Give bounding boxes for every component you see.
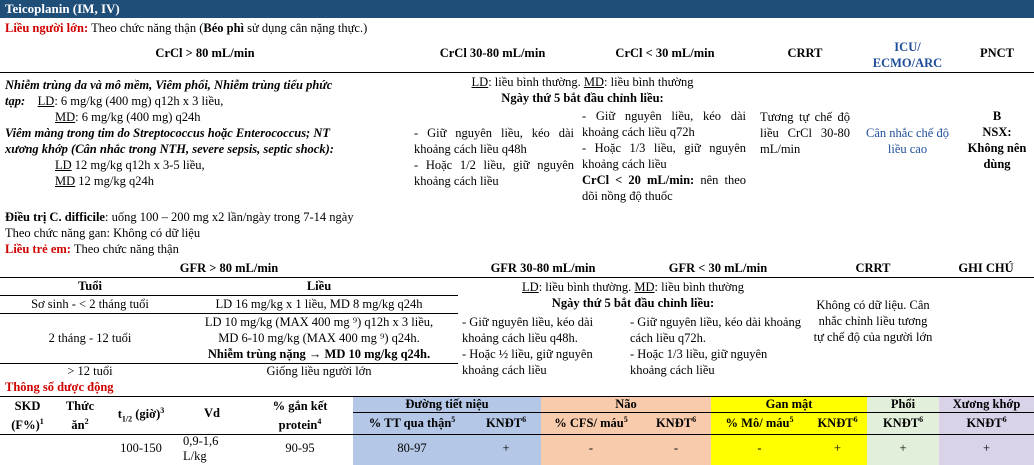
pk-v-kndt-u: + [502,441,510,455]
pk-s-cfs: % CFS/ máu$^5$ [554,415,628,431]
adult-note-post: sử dụng cân nặng thực.) [244,21,368,35]
pk-v-kndt-x: + [982,441,991,455]
child-col-lt30-line1: - Giữ nguyên liều, kéo dài khoảng cách liều q72h. [630,315,801,345]
adult-note-bold: Béo phì [203,21,244,35]
child-header-age: Tuổi [78,279,102,293]
child-dose-row2-line1: LD 10 mg/kg (MAX 400 mg ⁹) q12h x 3 liều, [204,315,434,329]
pk-h-skd-line2: $(F\%)^1$ [11,417,44,433]
pnct-text: Không nên dùng [967,141,1027,171]
adult-col-lt30-line2: - Hoặc 1/3 liều, giữ nguyên khoảng cách liều [582,141,746,171]
adult-heading: Liều người lớn: [5,21,89,35]
pk-h-skd [0,398,55,433]
pk-h-skd-line1: SKD [14,399,41,413]
pk-h-t12: $t_{1/2}$ (giờ)$^3$ [117,406,165,424]
pk-h-t12-sub: 1/2 [121,414,133,424]
cdiff-line [5,209,605,225]
header-crrt: CRRT [787,46,823,60]
header-crcl-lt30: CrCl < 30 mL/min [615,46,715,60]
adult-day5: Ngày thứ 5 bắt đầu chỉnh liều: [501,91,664,105]
pk-h-thuc [55,398,105,433]
pk-s-tt-text: % TT qua thận [368,416,452,431]
pk-g-lung: Phổi [890,397,916,411]
pk-h-skd2: (F%) [11,418,40,433]
child-header-dose: Liều [306,279,332,293]
pk-g-bile: Gan mật [765,397,813,411]
header-crcl-gt80: CrCl > 80 mL/min [155,46,255,60]
pk-v-vd [183,434,247,464]
md1-label: MD [55,110,76,124]
pk-v-kndt-l: + [899,441,907,455]
pk-v-mo: - [757,441,762,455]
child-md-end: : liều bình thường [654,280,744,294]
ld2-line [5,157,405,173]
ld2-text: 12 mg/kg q12h x 3-5 liều, [71,158,205,172]
child-header-crrt: CRRT [855,261,891,275]
ld1-label: LD [37,94,55,108]
adult-col-30-80-line1: - Giữ nguyên liều, kéo dài khoảng cách liều q48h [414,126,574,156]
pk-v-kndt-b: - [673,441,679,455]
pk-g-bone: Xương khớp [952,397,1021,411]
md2-label: MD [55,174,76,188]
pk-h-protein-line2: protein$^4$ [278,417,322,433]
md1-line [5,109,405,125]
child-age-row1: Sơ sinh - < 2 tháng tuổi [31,297,149,311]
pk-h-protein-line1: % gắn kết [272,399,328,413]
ld2-label: LD [55,158,72,172]
adult-crcl20-text: nên theo dõi nồng độ thuốc [582,173,747,203]
pk-heading: Thông số dược động [5,380,114,394]
infection2-line2: xương khớp (Cân nhắc trong NTH, severe sepsis, septic shock): [5,142,334,156]
child-ld-label: LD [522,280,539,294]
pk-h-protein2: protein [278,418,318,433]
pk-g-brain: Não [615,397,637,411]
adult-col-30-80 [414,125,574,189]
drug-title: Teicoplanin (IM, IV) [0,0,1034,18]
pk-s-kndt-l: KNĐT$^6$ [882,415,924,431]
pk-v-t12: 100-150 [120,441,162,455]
child-col-lt30 [630,314,805,378]
pk-s-kndt-g-text: KNĐT [817,416,854,431]
header-crcl-30-80: CrCl 30-80 mL/min [439,46,546,60]
infection1-line2: tạp: [5,94,26,108]
md2-line [5,173,405,189]
divider [0,277,1034,278]
child-heading: Liều trẻ em: [5,242,71,256]
child-dose-row2-line3: Nhiễm trùng nặng → MD 10 mg/kg q24h. [207,347,431,361]
divider [0,72,1034,73]
divider [0,434,1034,435]
adult-pnct [962,108,1032,172]
pk-h-t12-t: t [117,407,122,422]
infection1-line1: Nhiễm trùng da và mô mềm, Viêm phổi, Nhiễm trùng tiểu phức [5,78,333,92]
pk-s-kndt-b-text: KNĐT [655,416,693,431]
pk-v-kndt-g: + [833,441,842,455]
child-col-30-80-line1: - Giữ nguyên liều, kéo dài khoảng cách liều q48h. [462,315,594,345]
child-note: Theo chức năng thận [70,242,179,256]
pk-h-thuc-line1: Thức [65,399,95,413]
pk-v-vd-line2: L/kg [183,449,207,463]
child-md-label: MD [634,280,655,294]
divider [353,412,1034,413]
pk-g-urinary: Đường tiết niệu [405,397,489,411]
pk-s-cfs-text: % CFS/ máu [554,416,624,431]
header-icu [855,39,960,71]
child-crrt-text: Không có dữ liệu. Cân nhắc chỉnh liều tương tự chế độ của người lớn [813,298,933,344]
pk-h-protein [247,398,353,433]
child-header-note: GHI CHÚ [958,261,1014,275]
child-dose-row3: Giống liều người lớn [266,364,372,378]
child-dose-row1: LD 16 mg/kg x 1 liều, MD 8 mg/kg q24h [215,297,423,311]
pk-h-thuc2: ăn [71,418,85,433]
child-header-gfr-lt30: GFR < 30 mL/min [668,261,768,275]
pk-s-kndt-x: KNĐT$^6$ [966,415,1007,431]
adult-col-lt30-line3 [582,172,746,204]
divider [0,295,458,296]
pk-s-kndt-b: KNĐT$^6$ [655,415,697,431]
adult-ld-label: LD [471,75,489,89]
child-dose-row2-line2: MD 6-10 mg/kg (MAX 400 mg ⁹) q24h. [218,331,420,345]
child-day5: Ngày thứ 5 bắt đầu chỉnh liều: [551,296,715,310]
adult-col-30-80-line2: - Hoặc 1/2 liều, giữ nguyên khoảng cách liều [414,158,574,188]
pk-s-kndt-g: KNĐT$^6$ [817,415,858,431]
header-icu-line2: ECMO/ARC [872,56,943,70]
infection2-line1: Viêm màng trong tim do Streptococcus hoặc Enterococcus; NT [5,126,331,140]
adult-regimens [5,77,405,189]
adult-icu-text: Cân nhắc chế độ liều cao [866,126,949,156]
child-dose-row2 [180,314,458,362]
liver-line: Theo chức năng gan: Không có dữ liệu [5,226,201,240]
pk-s-mo-text: % Mô/ máu [725,416,790,431]
pnct-b: B [992,109,1002,123]
pk-h-thuc-line2: $ăn^2$ [71,417,89,433]
pnct-nsx: NSX: [982,125,1012,139]
pk-v-vd-line1: 0,9-1,6 [183,434,219,448]
pk-v-tt: 80-97 [397,441,427,455]
md1-text: : 6 mg/kg (400 mg) q24h [75,110,201,124]
child-ld-mid: : liều bình thường. [538,280,635,294]
pk-v-cfs: - [588,441,594,455]
adult-crrt-text: Tương tự chế độ liều CrCl 30-80 mL/min [760,110,850,156]
child-col-30-80 [462,314,624,378]
child-age-row2: 2 tháng - 12 tuổi [48,331,132,345]
pk-s-kndt-l-text: KNĐT [882,416,920,431]
child-header-gfr-30-80: GFR 30-80 mL/min [490,261,596,275]
md2-text: 12 mg/kg q24h [75,174,154,188]
adult-col-lt30 [582,108,746,204]
pk-s-kndt-u: KNĐT$^6$ [485,415,527,431]
pk-v-protein: 90-95 [285,441,315,455]
child-col-lt30-line2: - Hoặc 1/3 liều, giữ nguyên khoảng cách liều [630,347,768,377]
adult-md-label: MD [583,75,605,89]
adult-col-lt30-line1: - Giữ nguyên liều, kéo dài khoảng cách liều q72h [582,109,746,139]
adult-crcl20-bold: CrCl < 20 mL/min: [582,173,695,187]
child-ld-md [458,279,808,295]
cdiff-bold: Điều trị C. difficile [5,210,105,224]
pk-s-mo: % Mô/ máu$^5$ [725,415,794,431]
header-icu-line1: ICU/ [894,40,921,54]
adult-heading-line [5,21,367,36]
pk-h-t12-unit: (giờ) [132,407,161,422]
ld1-text: : 6 mg/kg (400 mg) q12h x 3 liều, [54,94,224,108]
child-heading-line [5,242,179,257]
adult-ld-mid: : liều bình thường. [488,75,584,89]
cdiff-text: : uống 100 – 200 mg x2 lần/ngày trong 7-14 ngày [104,210,354,224]
child-age-row3: > 12 tuổi [67,364,113,378]
child-header-gfr-gt80: GFR > 80 mL/min [179,261,279,275]
child-col-30-80-line2: - Hoặc ½ liều, giữ nguyên khoảng cách liều [462,347,593,377]
pk-s-tt: % TT qua thận$^5$ [368,415,456,431]
pk-h-vd: Vd [204,406,220,420]
adult-note-pre: Theo chức năng thận ( [88,21,204,35]
adult-ld-md [410,74,755,90]
header-pnct: PNCT [979,46,1015,60]
adult-md-end: : liều bình thường [604,75,694,89]
pk-s-kndt-x-text: KNĐT [966,416,1003,431]
pk-s-kndt-u-text: KNĐT [485,416,523,431]
ld1-line [5,93,405,109]
